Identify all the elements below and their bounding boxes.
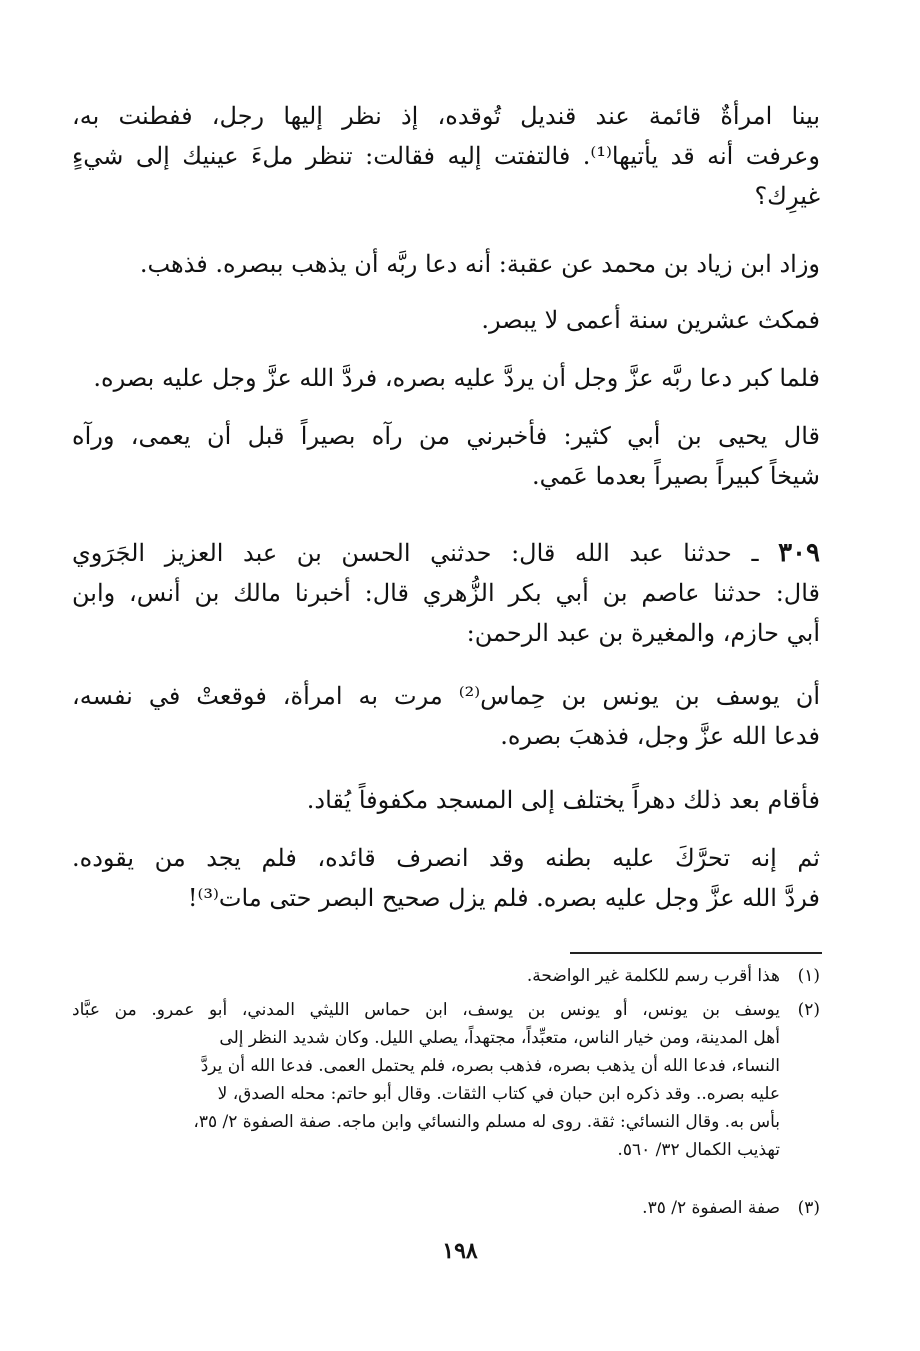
text-line: فمكث عشرين سنة أعمى لا يبصر. — [481, 306, 820, 334]
footnote-line: تهذيب الكمال ٣٢/ ٥٦٠. — [617, 1140, 780, 1160]
footnote-line: النساء، فدعا الله أن يذهب بصره، فذهب بصره، فلم يحتمل العمى. فدعا الله أن يردَّ — [200, 1056, 780, 1076]
text-line: بينا امرأةٌ قائمة عند قنديل تُوقده، إذ نظر إليها رجل، ففطنت به، — [72, 102, 820, 130]
text-line: وزاد ابن زياد بن محمد عن عقبة: أنه دعا ربَّه أن يذهب ببصره. فذهب. — [139, 250, 820, 278]
footnote-mark: (١) — [797, 966, 820, 986]
footnote-mark: (٣) — [797, 1198, 820, 1218]
text-line: شيخاً كبيراً بصيراً بعدما عَمي. — [532, 462, 820, 490]
footnote-line: عليه بصره.. وقد ذكره ابن حبان في كتاب الثقات. وقال أبو حاتم: محله الصدق، لا — [217, 1084, 780, 1104]
text-line — [72, 533, 820, 573]
footnote-line — [72, 962, 820, 990]
paragraph-2 — [72, 244, 820, 284]
paragraph-5 — [72, 416, 820, 496]
footnote-line: بأس به. وقال النسائي: ثقة. روى له مسلم والنسائي وابن ماجه. صفة الصفوة ٢/ ٣٥، — [193, 1112, 780, 1132]
footnote-1 — [72, 962, 820, 990]
paragraph-6 — [72, 533, 820, 653]
text-line: فردَّ الله عزَّ وجل عليه بصره. فلم يزل صحيح البصر حتى مات⁽³⁾! — [187, 884, 820, 912]
text-line: أن يوسف بن يونس بن حِماس⁽²⁾ مرت به امرأة، فوقعتْ في نفسه، — [72, 682, 820, 710]
text-line: ثم إنه تحرَّكَ عليه بطنه وقد انصرف قائده، فلم يجد من يقوده. — [72, 844, 820, 872]
footnote-line — [72, 1194, 820, 1222]
footnote-mark: (٢) — [797, 1000, 820, 1020]
text-line: فأقام بعد ذلك دهراً يختلف إلى المسجد مكفوفاً يُقاد. — [306, 786, 820, 814]
text-line: قال: حدثنا عاصم بن أبي بكر الزُّهري قال: أخبرنا مالك بن أنس، وابن — [72, 579, 820, 607]
footnote-text: صفة الصفوة ٢/ ٣٥. — [642, 1198, 780, 1218]
footnote-line — [72, 996, 820, 1024]
footnote-line: أهل المدينة، ومن خيار الناس، متعبِّداً، مجتهداً، يصلي الليل. وكان شديد النظر إلى — [219, 1028, 780, 1048]
text-line: قال يحيى بن أبي كثير: فأخبرني من رآه بصيراً قبل أن يعمى، ورآه — [72, 422, 820, 450]
paragraph-3 — [72, 300, 820, 340]
paragraph-4 — [72, 358, 820, 398]
footnote-text: يوسف بن يونس، أو يونس بن يوسف، ابن حماس الليثي المدني، أبو عمرو. من عبَّاد — [72, 1000, 780, 1020]
hadith-number: ٣٠٩ — [778, 538, 820, 568]
footnote-3 — [72, 1194, 820, 1222]
text-line: أبي حازم، والمغيرة بن عبد الرحمن: — [466, 619, 820, 647]
footnote-2 — [72, 996, 820, 1164]
paragraph-7 — [72, 676, 820, 756]
paragraph-8 — [72, 780, 820, 820]
text-line: فلما كبر دعا ربَّه عزَّ وجل أن يردَّ عليه بصره، فردَّ الله عزَّ وجل عليه بصره. — [93, 364, 820, 392]
page-number: ١٩٨ — [442, 1238, 478, 1264]
text-line: وعرفت أنه قد يأتيها⁽¹⁾. فالتفتت إليه فقالت: تنظر ملءَ عينيك إلى شيءٍ — [72, 142, 820, 170]
footnote-separator — [570, 952, 822, 954]
text-line: فدعا الله عزَّ وجل، فذهبَ بصره. — [500, 722, 820, 750]
text-line-body: ـ حدثنا عبد الله قال: حدثني الحسن بن عبد العزيز الجَرَوي — [72, 539, 759, 567]
paragraph-9 — [72, 838, 820, 918]
paragraph-1 — [72, 96, 820, 216]
footnote-text: هذا أقرب رسم للكلمة غير الواضحة. — [526, 966, 780, 986]
text-line: غيرِك؟ — [754, 182, 820, 210]
